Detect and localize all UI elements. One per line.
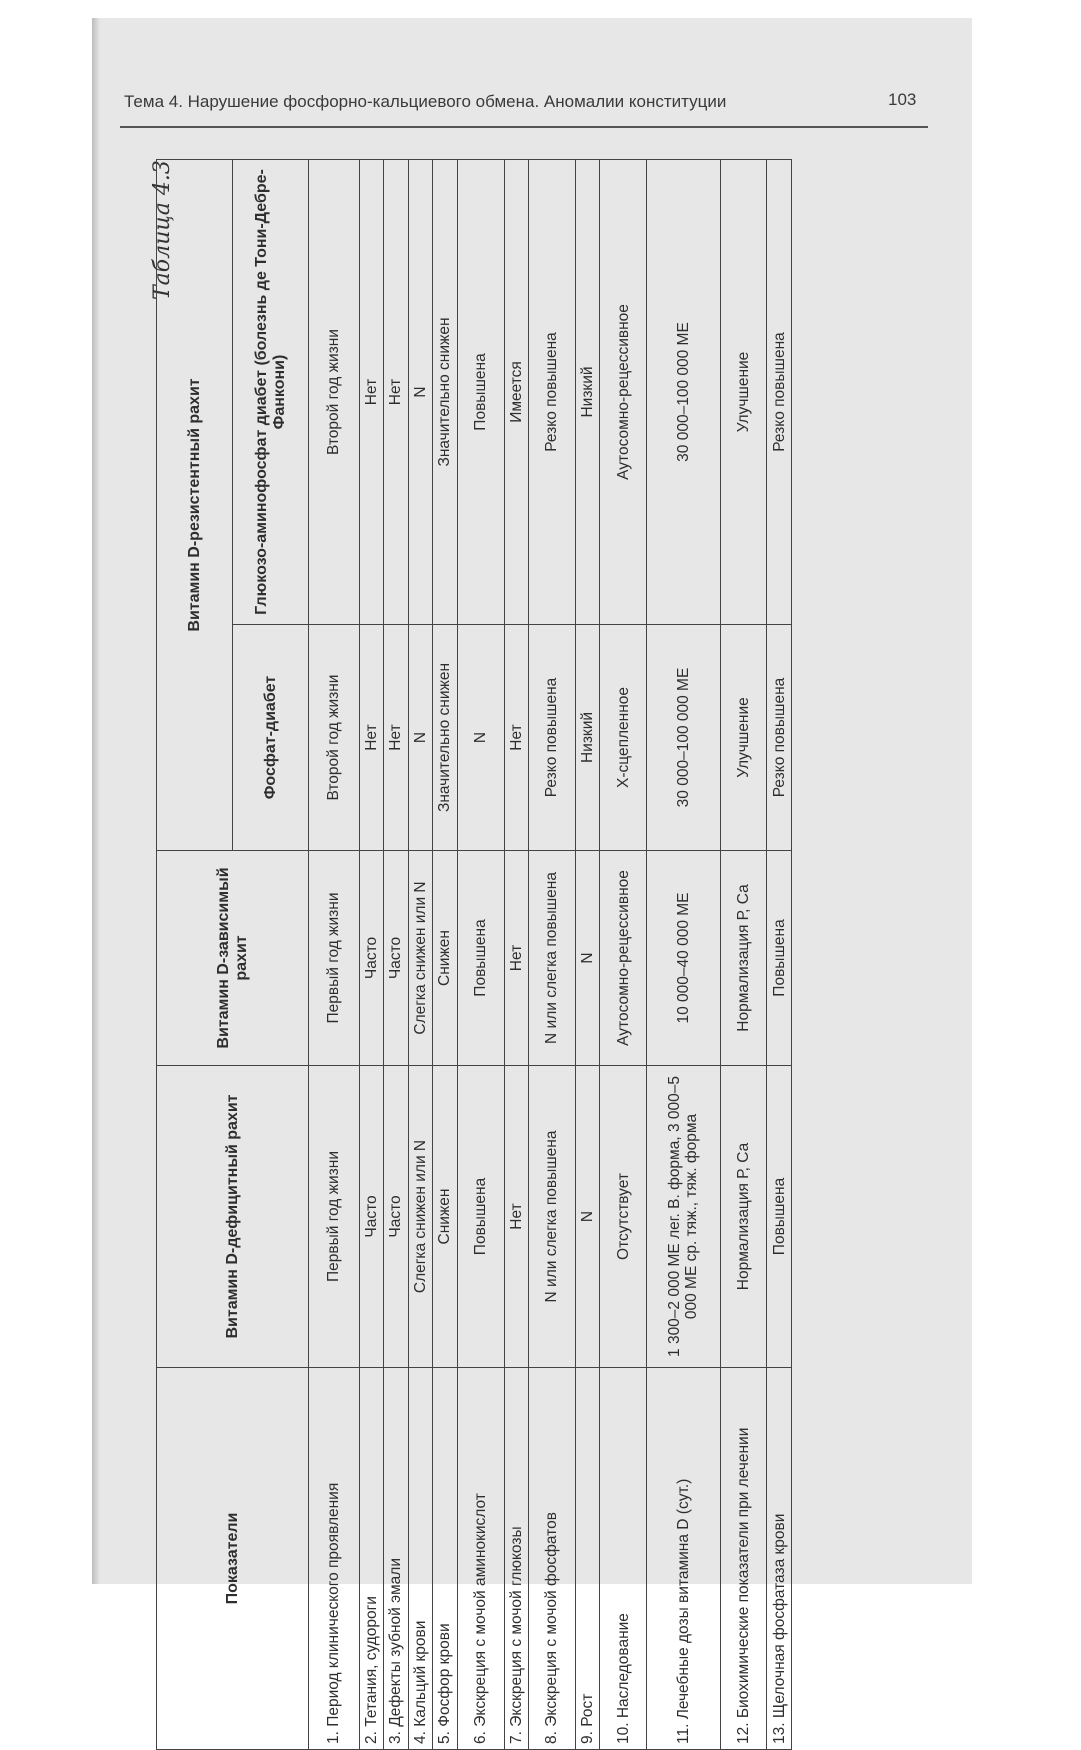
cell-phosphate-diabetes: Второй год жизни [309, 625, 360, 851]
row-indicator: 1. Период клинического проявления [309, 1368, 360, 1750]
cell-vd-deficient: Повышена [767, 1066, 792, 1368]
running-header-title: Тема 4. Нарушение фосфорно-кальциевого обмена. Аномалии конституции [124, 92, 727, 111]
cell-glucose-aminophosphate: Резко повышена [529, 159, 576, 624]
row-indicator: 13. Щелочная фосфатаза крови [767, 1368, 792, 1750]
cell-vd-dependent: Первый год жизни [309, 851, 360, 1066]
cell-phosphate-diabetes: Нет [504, 625, 528, 851]
header-indicators: Показатели [157, 1368, 309, 1750]
cell-phosphate-diabetes: Х-сцепленное [600, 625, 647, 851]
cell-glucose-aminophosphate: N [408, 159, 432, 624]
cell-vd-dependent: Повышена [457, 851, 504, 1066]
cell-vd-deficient: N [575, 1066, 599, 1368]
cell-phosphate-diabetes: Нет [384, 625, 408, 851]
cell-vd-deficient: Часто [384, 1066, 408, 1368]
cell-vd-dependent: N или слегка повышена [529, 851, 576, 1066]
cell-vd-deficient: 1 300–2 000 МЕ лег. В. форма, 3 000–5 000 МЕ ср. тяж., тяж. форма [647, 1066, 720, 1368]
cell-phosphate-diabetes: Нет [359, 625, 383, 851]
row-indicator: 9. Рост [575, 1368, 599, 1750]
rotated-table-wrapper [156, 160, 792, 1750]
cell-vd-deficient: Первый год жизни [309, 1066, 360, 1368]
cell-vd-dependent: N [575, 851, 599, 1066]
row-indicator: 11. Лечебные дозы витамина D (сут.) [647, 1368, 720, 1750]
cell-glucose-aminophosphate: Имеется [504, 159, 528, 624]
cell-phosphate-diabetes: N [408, 625, 432, 851]
cell-phosphate-diabetes: N [457, 625, 504, 851]
header-vd-resistant: Витамин D-резистентный рахит [157, 159, 233, 850]
table-row [457, 159, 504, 1749]
cell-vd-dependent: Нет [504, 851, 528, 1066]
header-rule [120, 126, 928, 128]
rickets-comparison-table [156, 159, 792, 1750]
cell-glucose-aminophosphate: Резко повышена [767, 159, 792, 624]
cell-vd-dependent: Аутосомно-рецессивное [600, 851, 647, 1066]
cell-glucose-aminophosphate: Аутосомно-рецессивное [600, 159, 647, 624]
cell-vd-deficient: N или слегка повышена [529, 1066, 576, 1368]
cell-vd-deficient: Снижен [433, 1066, 457, 1368]
cell-vd-deficient: Слегка снижен или N [408, 1066, 432, 1368]
row-indicator: 6. Экскреция с мочой аминокислот [457, 1368, 504, 1750]
row-indicator: 5. Фосфор крови [433, 1368, 457, 1750]
cell-phosphate-diabetes: Значительно снижен [433, 625, 457, 851]
table-row [433, 159, 457, 1749]
cell-phosphate-diabetes: 30 000–100 000 МЕ [647, 625, 720, 851]
cell-glucose-aminophosphate: 30 000–100 000 МЕ [647, 159, 720, 624]
cell-glucose-aminophosphate: Улучшение [720, 159, 767, 624]
table-row [600, 159, 647, 1749]
cell-glucose-aminophosphate: Второй год жизни [309, 159, 360, 624]
cell-phosphate-diabetes: Низкий [575, 625, 599, 851]
table-row [647, 159, 720, 1749]
row-indicator: 12. Биохимические показатели при лечении [720, 1368, 767, 1750]
cell-phosphate-diabetes: Резко повышена [767, 625, 792, 851]
cell-glucose-aminophosphate: Нет [359, 159, 383, 624]
cell-vd-dependent: Повышена [767, 851, 792, 1066]
table-row [575, 159, 599, 1749]
page-number: 103 [888, 90, 917, 109]
header-vd-deficient: Витамин D-дефицитный рахит [157, 1066, 309, 1368]
cell-phosphate-diabetes: Резко повышена [529, 625, 576, 851]
table-row [309, 159, 360, 1749]
cell-vd-deficient: Нет [504, 1066, 528, 1368]
table-row [529, 159, 576, 1749]
header-glucose-aminophosphate-diabetes: Глюкозо-аминофосфат диабет (болезнь де Тони-Дебре-Фанкони) [233, 159, 309, 624]
page-edge-shadow [92, 18, 100, 1584]
header-vd-dependent: Витамин D-зависимый рахит [157, 851, 309, 1066]
table-row [504, 159, 528, 1749]
cell-glucose-aminophosphate: Низкий [575, 159, 599, 624]
cell-vd-dependent: Часто [384, 851, 408, 1066]
row-indicator: 2. Тетания, судороги [359, 1368, 383, 1750]
cell-glucose-aminophosphate: Повышена [457, 159, 504, 624]
cell-vd-deficient: Часто [359, 1066, 383, 1368]
cell-vd-dependent: Часто [359, 851, 383, 1066]
table-row [767, 159, 792, 1749]
cell-vd-dependent: Нормализация Р, Са [720, 851, 767, 1066]
row-indicator: 7. Экскреция с мочой глюкозы [504, 1368, 528, 1750]
cell-vd-dependent: 10 000–40 000 МЕ [647, 851, 720, 1066]
table-row [408, 159, 432, 1749]
row-indicator: 8. Экскреция с мочой фосфатов [529, 1368, 576, 1750]
cell-glucose-aminophosphate: Значительно снижен [433, 159, 457, 624]
header-phosphate-diabetes: Фосфат-диабет [233, 625, 309, 851]
table-row [384, 159, 408, 1749]
cell-vd-dependent: Снижен [433, 851, 457, 1066]
row-indicator: 10. Наследование [600, 1368, 647, 1750]
row-indicator: 3. Дефекты зубной эмали [384, 1368, 408, 1750]
table-caption-text: Таблица 4.3 [150, 160, 175, 300]
cell-glucose-aminophosphate: Нет [384, 159, 408, 624]
cell-phosphate-diabetes: Улучшение [720, 625, 767, 851]
row-indicator: 4. Кальций крови [408, 1368, 432, 1750]
table-row [359, 159, 383, 1749]
cell-vd-deficient: Нормализация Р, Са [720, 1066, 767, 1368]
cell-vd-deficient: Отсутствует [600, 1066, 647, 1368]
cell-vd-deficient: Повышена [457, 1066, 504, 1368]
table-row [720, 159, 767, 1749]
cell-vd-dependent: Слегка снижен или N [408, 851, 432, 1066]
